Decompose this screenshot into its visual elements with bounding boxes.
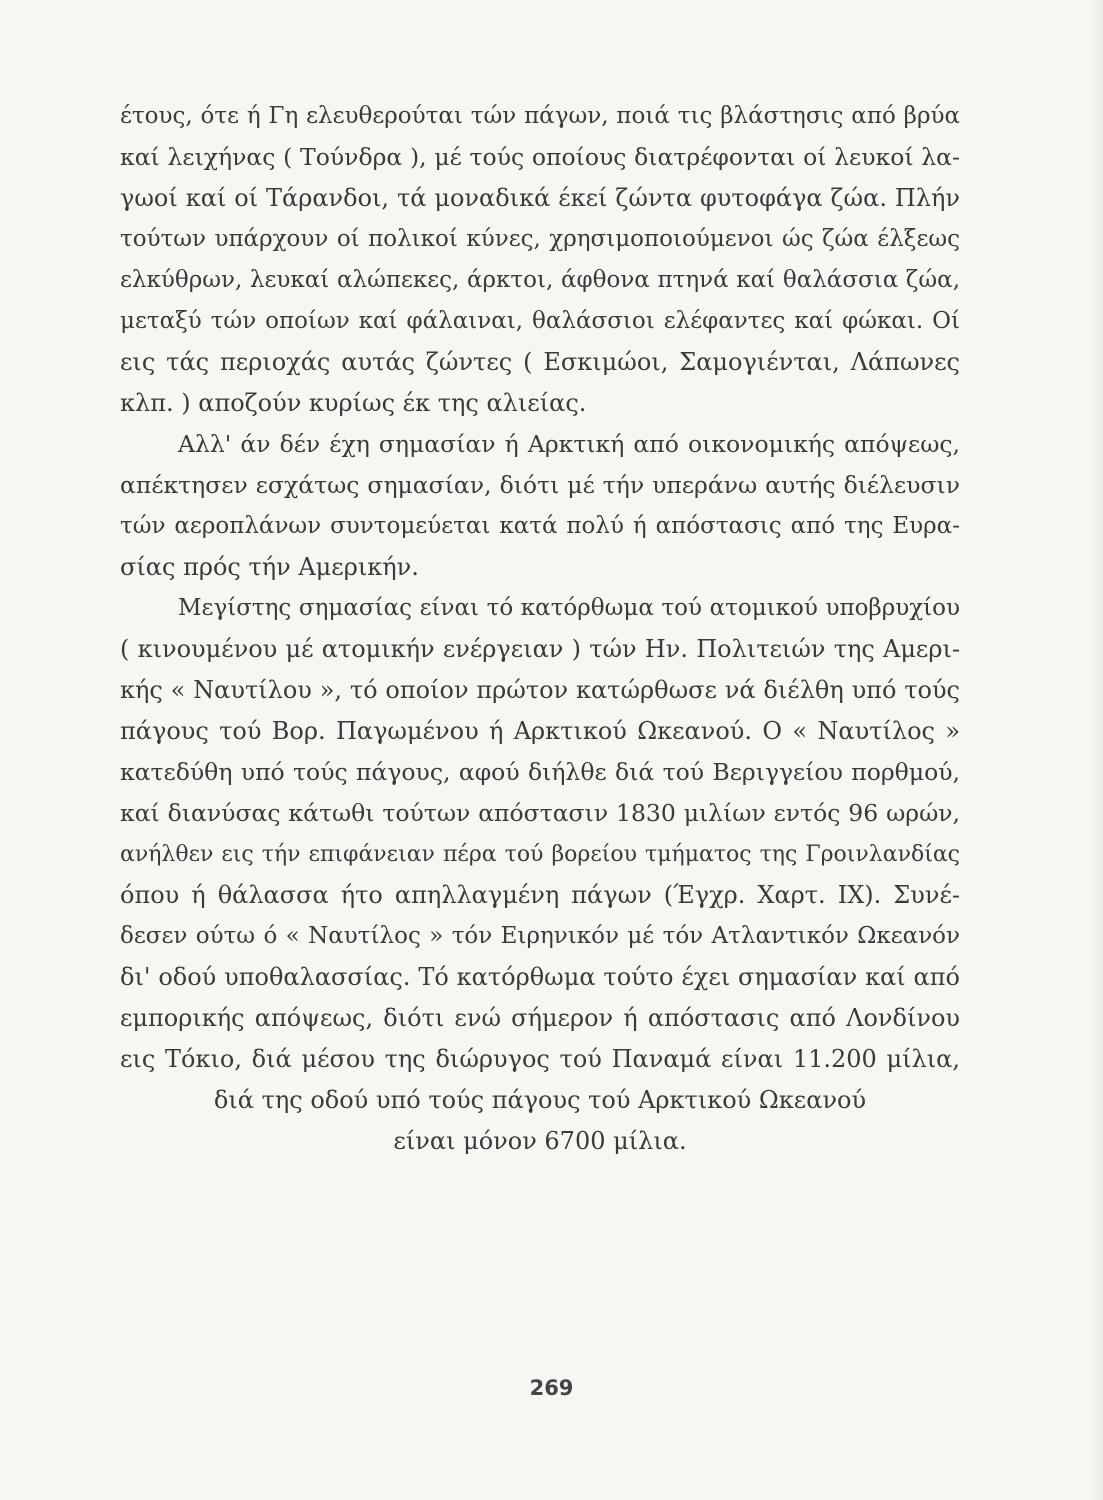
text-line: δεσεν ούτω ό « Ναυτίλος » τόν Ειρηνικόν μέ τόν Ατλαντικόν Ωκεανόν [120, 923, 960, 949]
text-line: μεταξύ τών οποίων καί φάλαιναι, θαλάσσιοι ελέφαντες καί φώκαι. Οί [120, 308, 960, 334]
text-line: έτους, ότε ή Γη ελευθερούται τών πάγων, ποιά τις βλάστησις από βρύα [120, 103, 960, 129]
page-number: 269 [529, 1376, 574, 1400]
text-line: ελκύθρων, λευκαί αλώπεκες, άρκτοι, άφθονα πτηνά καί θαλάσσια ζώα, [120, 267, 960, 293]
text-line: ανήλθεν εις τήν επιφάνειαν πέρα τού βορείου τμήματος της Γροινλανδίας [120, 842, 960, 867]
text-line: καί διανύσας κάτωθι τούτων απόστασιν 1830 μιλίων εντός 96 ωρών, [120, 799, 960, 827]
text-line: όπου ή θάλασσα ήτο απηλλαγμένη πάγων (Έγχρ. Χαρτ. IX). Συνέ- [120, 881, 960, 909]
text-line: δι' οδού υποθαλασσίας. Τό κατόρθωμα τούτο έχει σημασίαν καί από [120, 963, 960, 991]
text-line: καί λειχήνας ( Τούνδρα ), μέ τούς οποίους διατρέφονται οί λευκοί λα- [120, 143, 960, 171]
text-line: τούτων υπάρχουν οί πολικοί κύνες, χρησιμοποιούμενοι ώς ζώα έλξεως [120, 226, 960, 252]
body-text [120, 96, 960, 1162]
text-line: Μεγίστης σημασίας είναι τό κατόρθωμα τού ατομικού υποβρυχίου [178, 595, 960, 621]
text-line: τών αεροπλάνων συντομεύεται κατά πολύ ή απόστασις από της Ευρα- [120, 513, 960, 539]
text-line: εις τάς περιοχάς αυτάς ζώντες ( Εσκιμώοι, Σαμογιένται, Λάπωνες [120, 348, 960, 376]
text-line: διά της οδού υπό τούς πάγους τού Αρκτικού Ωκεανού [213, 1086, 867, 1114]
text-line: κλπ. ) αποζούν κυρίως έκ της αλιείας. [120, 389, 587, 417]
text-line: πάγους τού Βορ. Παγωμένου ή Αρκτικού Ωκεανού. Ο « Ναυτίλος » [120, 717, 960, 745]
text-line: σίας πρός τήν Αμερικήν. [120, 553, 419, 581]
text-line: γωοί καί οί Τάρανδοι, τά μοναδικά έκεί ζώντα φυτοφάγα ζώα. Πλήν [120, 184, 960, 212]
text-line: απέκτησεν εσχάτως σημασίαν, διότι μέ τήν υπεράνω αυτής διέλευσιν [120, 471, 960, 499]
text-line: Αλλ' άν δέν έχη σημασίαν ή Αρκτική από οικονομικής απόψεως, [178, 430, 960, 458]
page-edge [1089, 0, 1103, 1500]
text-line: εμπορικής απόψεως, διότι ενώ σήμερον ή απόστασις από Λονδίνου [120, 1004, 960, 1032]
text-line: ( κινουμένου μέ ατομικήν ενέργειαν ) τών Ην. Πολιτειών της Αμερι- [120, 635, 960, 663]
text-line: κατεδύθη υπό τούς πάγους, αφού διήλθε διά τού Βεριγγείου πορθμού, [120, 758, 960, 786]
text-line: εις Τόκιο, διά μέσου της διώρυγος τού Παναμά είναι 11.200 μίλια, [120, 1045, 960, 1073]
text-line: κής « Ναυτίλου », τό οποίον πρώτον κατώρθωσε νά διέλθη υπό τούς [120, 676, 960, 704]
text-line: είναι μόνον 6700 μίλια. [393, 1127, 687, 1155]
